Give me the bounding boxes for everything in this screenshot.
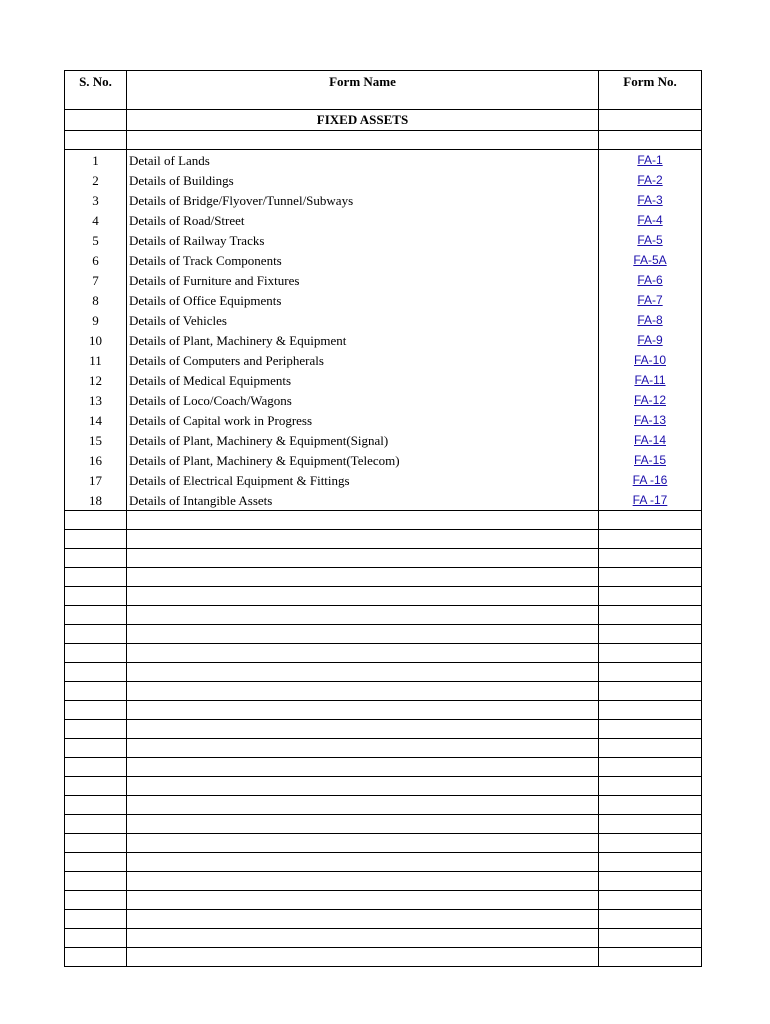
empty-cell <box>127 644 599 663</box>
empty-row <box>65 568 702 587</box>
empty-row <box>65 910 702 929</box>
empty-cell <box>127 815 599 834</box>
empty-cell <box>127 720 599 739</box>
empty-cell <box>127 758 599 777</box>
empty-row <box>65 625 702 644</box>
form-link[interactable]: FA-8 <box>637 313 663 327</box>
empty-cell <box>599 587 702 606</box>
row-sno: 14 <box>65 410 127 430</box>
form-link[interactable]: FA-13 <box>633 413 666 427</box>
empty-cell <box>65 530 127 549</box>
empty-row <box>65 682 702 701</box>
row-form-name: Details of Plant, Machinery & Equipment(Telecom) <box>127 450 599 470</box>
empty-cell <box>65 815 127 834</box>
empty-cell <box>599 777 702 796</box>
table-row <box>65 350 702 370</box>
empty-cell <box>65 644 127 663</box>
form-link[interactable]: FA -17 <box>632 493 668 507</box>
empty-cell <box>65 891 127 910</box>
empty-row <box>65 530 702 549</box>
empty-row <box>65 948 702 967</box>
row-sno: 1 <box>65 150 127 171</box>
row-sno: 12 <box>65 370 127 390</box>
empty-cell <box>599 739 702 758</box>
empty-cell <box>65 777 127 796</box>
empty-cell <box>599 910 702 929</box>
section-sno-cell <box>65 110 127 131</box>
table-row <box>65 190 702 210</box>
table-row <box>65 310 702 330</box>
empty-cell <box>65 834 127 853</box>
empty-cell <box>127 568 599 587</box>
empty-cell <box>127 606 599 625</box>
empty-cell <box>599 530 702 549</box>
row-form-name: Details of Computers and Peripherals <box>127 350 599 370</box>
empty-cell <box>65 625 127 644</box>
empty-row <box>65 739 702 758</box>
section-title: FIXED ASSETS <box>127 110 599 131</box>
empty-row <box>65 891 702 910</box>
empty-row <box>65 587 702 606</box>
row-form-name: Details of Intangible Assets <box>127 490 599 511</box>
empty-row <box>65 758 702 777</box>
empty-cell <box>65 606 127 625</box>
empty-cell <box>127 587 599 606</box>
row-form-no-cell <box>599 390 702 410</box>
row-sno: 5 <box>65 230 127 250</box>
spacer-row <box>65 131 702 150</box>
row-form-no-cell <box>599 410 702 430</box>
empty-cell <box>65 853 127 872</box>
row-form-name: Details of Furniture and Fixtures <box>127 270 599 290</box>
row-form-name: Details of Medical Equipments <box>127 370 599 390</box>
empty-cell <box>127 853 599 872</box>
row-form-no-cell <box>599 470 702 490</box>
empty-cell <box>599 511 702 530</box>
form-link[interactable]: FA-15 <box>633 453 666 467</box>
row-form-name: Details of Track Components <box>127 250 599 270</box>
empty-cell <box>127 777 599 796</box>
empty-cell <box>127 701 599 720</box>
row-sno: 2 <box>65 170 127 190</box>
empty-cell <box>127 891 599 910</box>
empty-cell <box>599 815 702 834</box>
empty-cell <box>127 549 599 568</box>
table-row <box>65 390 702 410</box>
row-form-no-cell <box>599 250 702 270</box>
form-link[interactable]: FA-14 <box>633 433 666 447</box>
row-form-no-cell <box>599 230 702 250</box>
row-form-name: Details of Plant, Machinery & Equipment <box>127 330 599 350</box>
empty-row <box>65 777 702 796</box>
spacer-cell <box>599 131 702 150</box>
row-form-no-cell <box>599 430 702 450</box>
table-row <box>65 430 702 450</box>
empty-cell <box>127 834 599 853</box>
empty-cell <box>599 834 702 853</box>
empty-cell <box>127 796 599 815</box>
table-row <box>65 230 702 250</box>
table-row <box>65 270 702 290</box>
empty-row <box>65 815 702 834</box>
empty-row <box>65 606 702 625</box>
row-form-no-cell <box>599 210 702 230</box>
row-form-name: Details of Plant, Machinery & Equipment(Signal) <box>127 430 599 450</box>
row-sno: 16 <box>65 450 127 470</box>
row-form-no-cell <box>599 170 702 190</box>
header-sno: S. No. <box>65 71 127 110</box>
form-link[interactable]: FA-4 <box>637 213 663 227</box>
empty-cell <box>127 511 599 530</box>
empty-cell <box>127 663 599 682</box>
empty-row <box>65 796 702 815</box>
row-sno: 11 <box>65 350 127 370</box>
empty-cell <box>65 910 127 929</box>
row-form-name: Details of Office Equipments <box>127 290 599 310</box>
empty-cell <box>65 682 127 701</box>
table-row <box>65 150 702 171</box>
empty-row <box>65 644 702 663</box>
empty-row <box>65 834 702 853</box>
form-link[interactable]: FA-6 <box>637 273 663 287</box>
table-row <box>65 330 702 350</box>
empty-cell <box>65 587 127 606</box>
spacer-cell <box>65 131 127 150</box>
table-row <box>65 470 702 490</box>
empty-cell <box>599 891 702 910</box>
table-row <box>65 290 702 310</box>
table-row <box>65 250 702 270</box>
form-link[interactable]: FA-3 <box>637 193 663 207</box>
row-form-no-cell <box>599 350 702 370</box>
empty-cell <box>65 796 127 815</box>
empty-cell <box>599 948 702 967</box>
row-form-name: Details of Road/Street <box>127 210 599 230</box>
empty-row <box>65 872 702 891</box>
empty-cell <box>599 872 702 891</box>
form-link[interactable]: FA-11 <box>634 373 666 387</box>
form-link[interactable]: FA-7 <box>637 293 663 307</box>
empty-row <box>65 929 702 948</box>
empty-cell <box>127 625 599 644</box>
form-link[interactable]: FA-5 <box>637 233 663 247</box>
row-form-no-cell <box>599 190 702 210</box>
section-form-cell <box>599 110 702 131</box>
empty-cell <box>599 606 702 625</box>
row-form-no-cell <box>599 370 702 390</box>
row-sno: 3 <box>65 190 127 210</box>
row-sno: 8 <box>65 290 127 310</box>
empty-cell <box>65 872 127 891</box>
form-link[interactable]: FA-2 <box>637 173 663 187</box>
empty-cell <box>599 549 702 568</box>
row-sno: 13 <box>65 390 127 410</box>
row-sno: 4 <box>65 210 127 230</box>
empty-cell <box>599 853 702 872</box>
row-form-name: Details of Buildings <box>127 170 599 190</box>
empty-cell <box>65 549 127 568</box>
form-link[interactable]: FA-12 <box>633 393 666 407</box>
row-form-no-cell <box>599 310 702 330</box>
empty-cell <box>599 568 702 587</box>
empty-cell <box>65 568 127 587</box>
row-form-name: Details of Electrical Equipment & Fittings <box>127 470 599 490</box>
row-form-no-cell <box>599 450 702 470</box>
empty-cell <box>65 948 127 967</box>
row-sno: 10 <box>65 330 127 350</box>
form-link[interactable]: FA -16 <box>632 473 668 487</box>
form-link[interactable]: FA-10 <box>633 353 666 367</box>
empty-row <box>65 511 702 530</box>
row-form-no-cell <box>599 270 702 290</box>
form-link[interactable]: FA-9 <box>637 333 663 347</box>
empty-cell <box>599 682 702 701</box>
header-form-name: Form Name <box>127 71 599 110</box>
empty-cell <box>127 929 599 948</box>
form-link[interactable]: FA-5A <box>633 253 667 267</box>
empty-cell <box>65 758 127 777</box>
empty-cell <box>127 739 599 758</box>
row-form-no-cell <box>599 150 702 171</box>
table-row <box>65 410 702 430</box>
row-sno: 7 <box>65 270 127 290</box>
row-sno: 9 <box>65 310 127 330</box>
row-form-no-cell <box>599 490 702 511</box>
row-sno: 17 <box>65 470 127 490</box>
section-row <box>65 110 702 131</box>
empty-cell <box>599 796 702 815</box>
empty-cell <box>65 739 127 758</box>
row-form-name: Detail of Lands <box>127 150 599 171</box>
table-row <box>65 170 702 190</box>
empty-cell <box>65 929 127 948</box>
empty-cell <box>127 910 599 929</box>
header-form-no: Form No. <box>599 71 702 110</box>
form-link[interactable]: FA-1 <box>637 153 663 167</box>
forms-index-table <box>64 70 702 967</box>
header-row <box>65 71 702 110</box>
row-form-name: Details of Bridge/Flyover/Tunnel/Subways <box>127 190 599 210</box>
empty-cell <box>127 948 599 967</box>
empty-cell <box>599 758 702 777</box>
spacer-cell <box>127 131 599 150</box>
row-form-name: Details of Loco/Coach/Wagons <box>127 390 599 410</box>
row-sno: 18 <box>65 490 127 511</box>
empty-cell <box>127 872 599 891</box>
empty-cell <box>599 644 702 663</box>
row-form-no-cell <box>599 330 702 350</box>
row-form-no-cell <box>599 290 702 310</box>
row-form-name: Details of Railway Tracks <box>127 230 599 250</box>
row-sno: 15 <box>65 430 127 450</box>
empty-row <box>65 701 702 720</box>
empty-cell <box>599 701 702 720</box>
row-form-name: Details of Vehicles <box>127 310 599 330</box>
table-row <box>65 210 702 230</box>
empty-cell <box>127 682 599 701</box>
empty-cell <box>65 511 127 530</box>
empty-cell <box>127 530 599 549</box>
empty-cell <box>65 663 127 682</box>
empty-cell <box>599 625 702 644</box>
empty-cell <box>599 929 702 948</box>
empty-cell <box>65 720 127 739</box>
table-row <box>65 370 702 390</box>
empty-row <box>65 853 702 872</box>
row-form-name: Details of Capital work in Progress <box>127 410 599 430</box>
empty-row <box>65 549 702 568</box>
table-row <box>65 450 702 470</box>
empty-cell <box>65 701 127 720</box>
empty-cell <box>599 663 702 682</box>
empty-cell <box>599 720 702 739</box>
table-row <box>65 490 702 511</box>
empty-row <box>65 720 702 739</box>
empty-row <box>65 663 702 682</box>
forms-index-sheet <box>64 70 701 967</box>
row-sno: 6 <box>65 250 127 270</box>
